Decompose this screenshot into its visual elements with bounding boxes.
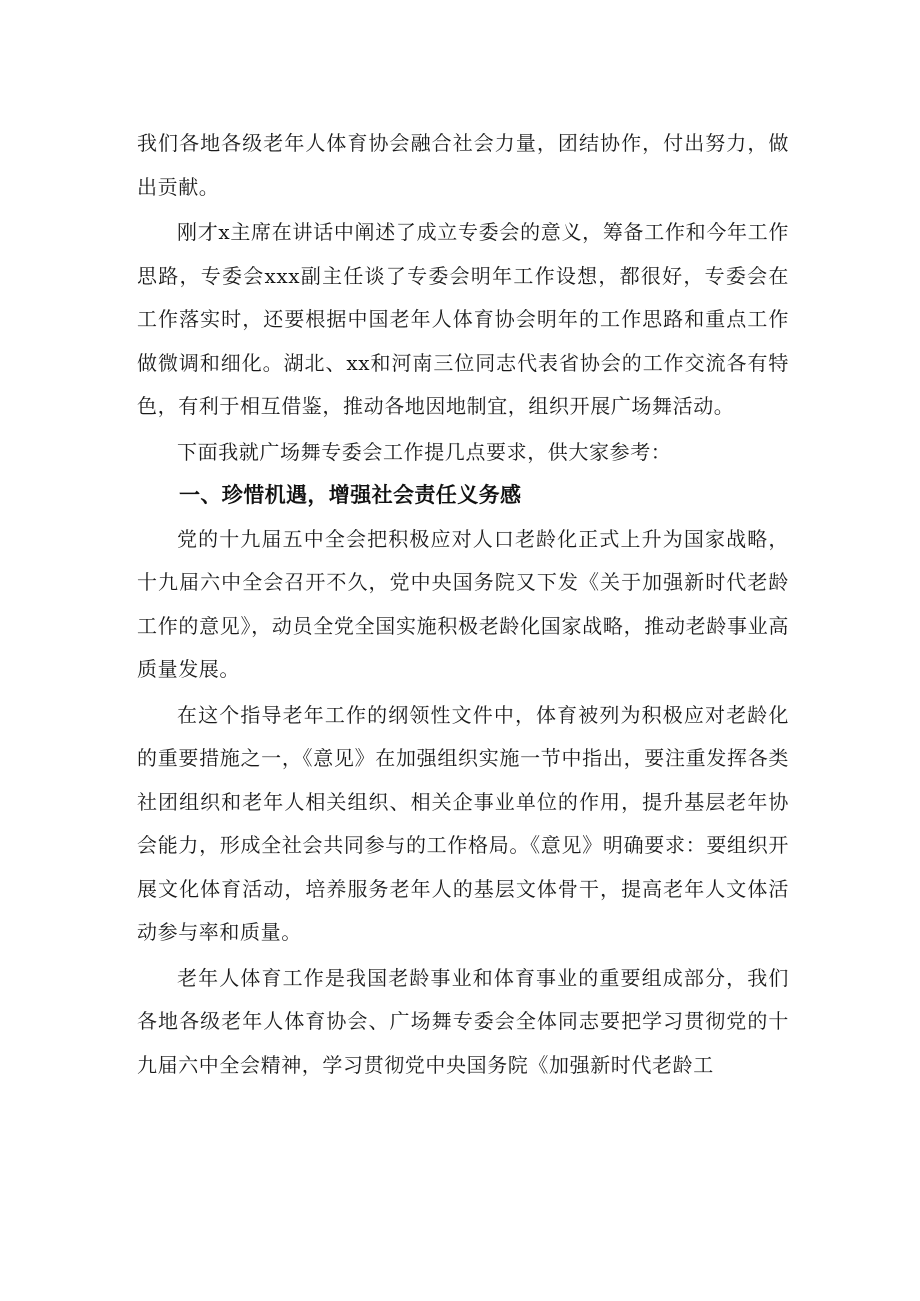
section-heading-1: 一、珍惜机遇，增强社会责任义务感 xyxy=(179,483,522,507)
paragraph-guiding-document: 在这个指导老年工作的纲领性文件中，体育被列为积极应对老龄化的重要措施之一，《意见》在加强组织实施一节中指出，要注重发挥各类社团组织和老年人相关组织、相关企事业单位的作用，提升基层老年协会能力，形成全社会共同参与的工作格局。《意见》明确要求：要组织开展文化体育活动，培养服务老年人的基层文体骨干，提高老年人文体活动参与率和质量。 xyxy=(137,702,789,944)
paragraph-opening-remarks: 刚才x主席在讲话中阐述了成立专委会的意义，筹备工作和今年工作思路，专委会xxx副主任谈了专委会明年工作设想，都很好，专委会在工作落实时，还要根据中国老年人体育协会明年的工作思路和重点工作做微调和细化。湖北、xx和河南三位同志代表省协会的工作交流各有特色，有利于相互借鉴，推动各地因地制宜，组织开展广场舞活动。 xyxy=(137,220,789,418)
paragraph-continuation: 我们各地各级老年人体育协会融合社会力量，团结协作，付出努力，做出贡献。 xyxy=(137,131,789,199)
paragraph-sports-work: 老年人体育工作是我国老龄事业和体育事业的重要组成部分，我们各地各级老年人体育协会、广场舞专委会全体同志要把学习贯彻党的十九届六中全会精神，学习贯彻党中央国务院《加强新时代老龄工 xyxy=(137,965,789,1077)
paragraph-national-strategy: 党的十九届五中全会把积极应对人口老龄化正式上升为国家战略，十九届六中全会召开不久，党中央国务院又下发《关于加强新时代老龄工作的意见》，动员全党全国实施积极老龄化国家战略，推动老龄事业高质量发展。 xyxy=(137,526,789,681)
paragraph-intro-requirements: 下面我就广场舞专委会工作提几点要求，供大家参考： xyxy=(177,439,672,464)
document-body xyxy=(137,122,789,1087)
